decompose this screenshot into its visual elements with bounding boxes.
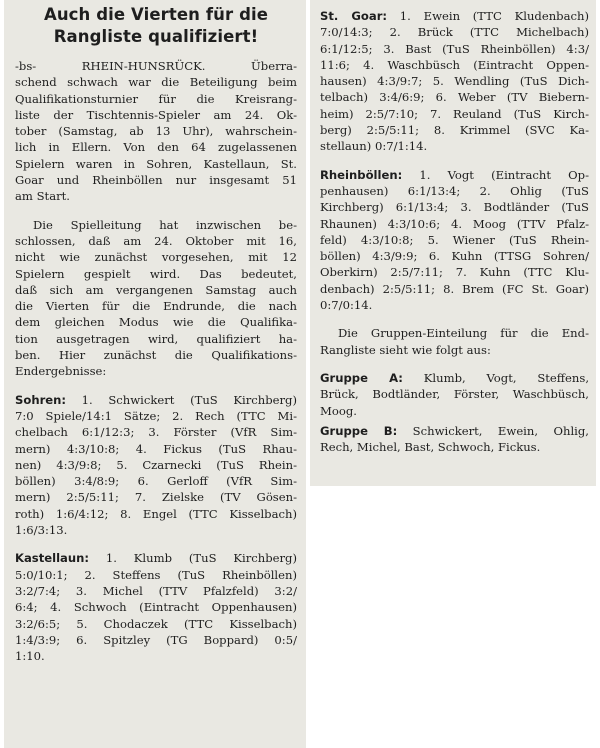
text-line: böllen) 3:4/8:9; 6. Gerloff (VfR Sim-: [15, 474, 297, 489]
text-line: nicht wie zunächst vorgesehen, mit 12: [15, 250, 297, 265]
text-line: [320, 423, 589, 439]
text-line: [15, 392, 297, 408]
text-line: -bs- RHEIN-HUNSRÜCK. Überra-: [15, 59, 297, 73]
text-fragment: 1. Ewein (TTC Kludenbach): [387, 9, 589, 23]
text-line: roth) 1:6/4:12; 8. Engel (TTC Kisselbach): [15, 506, 297, 521]
headline-line-2: Rangliste qualifiziert!: [53, 27, 259, 46]
text-line: dem gleichen Modus wie die Qualifika-: [15, 315, 297, 330]
intro-paragraph: [15, 58, 297, 205]
text-line: Rhaunen) 4:3/10:6; 4. Moog (TTV Pfalz-: [320, 216, 589, 231]
text-line: 7:0 Spiele/14:1 Sätze; 2. Rech (TTC Mi-: [15, 408, 297, 423]
text-line: 6:1/12:5; 3. Bast (TuS Rheinböllen) 4:3/: [320, 41, 589, 56]
text-line: Oberkirn) 2:5/7:11; 7. Kuhn (TTC Klu-: [320, 265, 589, 280]
text-line: 3:2/7:4; 3. Michel (TTV Pfalzfeld) 3:2/: [15, 583, 297, 598]
text-line: berg) 2:5/5:11; 8. Krimmel (SVC Ka-: [320, 123, 589, 138]
results-stgoar: [320, 8, 589, 155]
text-line: nen) 4:3/9:8; 5. Czarnecki (TuS Rhein-: [15, 457, 297, 472]
text-line: penhausen) 6:1/13:4; 2. Ohlig (TuS: [320, 183, 589, 198]
group-a-paragraph: [320, 370, 589, 419]
text-fragment: 1. Vogt (Eintracht Op-: [402, 167, 589, 182]
text-fragment: 1. Schwickert (TuS Kirchberg): [66, 392, 297, 407]
group-b-paragraph: [320, 423, 589, 456]
text-line: stellaun) 0:7/1:14.: [320, 139, 428, 154]
text-line: 5:0/10:1; 2. Steffens (TuS Rheinböllen): [15, 567, 297, 582]
text-line: Die Gruppen-Einteilung für die End-: [338, 326, 589, 341]
results-kastellaun: [15, 550, 297, 664]
text-line: [320, 8, 589, 24]
text-line: 7:0/14:3; 2. Brück (TTC Michelbach): [320, 25, 589, 40]
results-rheinboellen: [320, 167, 589, 314]
text-line: 0:7/0:14.: [320, 298, 373, 313]
text-line: lich in Ellern. Von den 64 zugelassenen: [15, 140, 297, 155]
text-line: Moog.: [320, 403, 357, 418]
text-line: denbach) 2:5/5:11; 8. Brem (FC St. Goar): [320, 281, 589, 296]
article-right-column: [310, 0, 596, 486]
text-line: 6:4; 4. Schwoch (Eintracht Oppenhausen): [15, 600, 297, 615]
text-fragment: Klumb, Vogt, Steffens,: [402, 370, 589, 385]
text-line: am Start.: [15, 189, 70, 204]
text-line: schend schwach war die Beteiligung beim: [15, 75, 297, 90]
text-line: daß sich am vergangenen Samstag auch: [15, 282, 297, 297]
text-line: tober (Samstag, ab 13 Uhr), wahrschein-: [15, 124, 297, 139]
text-line: hausen) 4:3/9:7; 5. Wendling (TuS Dich-: [320, 74, 589, 89]
text-line: mern) 2:5/5:11; 7. Zielske (TV Gösen-: [15, 490, 297, 505]
text-line: feld) 4:3/10:8; 5. Wiener (TuS Rhein-: [320, 232, 589, 247]
text-line: chelbach 6:1/12:3; 3. Förster (VfR Sim-: [15, 425, 297, 440]
text-line: 11:6; 4. Waschbüsch (Eintracht Oppen-: [320, 57, 589, 72]
text-line: Rech, Michel, Bast, Schwoch, Fickus.: [320, 440, 541, 455]
text-line: Spielern waren in Sohren, Kastellaun, St.: [15, 156, 297, 171]
text-line: Spielern gespielt wird. Das bedeutet,: [15, 266, 297, 281]
text-fragment: 1. Klumb (TuS Kirchberg): [89, 551, 297, 566]
rules-paragraph: [15, 217, 297, 380]
text-fragment: Schwickert, Ewein, Ohlig,: [397, 423, 589, 438]
text-line: ben. Hier zunächst die Qualifikations-: [15, 348, 297, 363]
text-line: tion ausgetragen wird, qualifiziert ha-: [15, 331, 297, 346]
group-label-b: Gruppe B:: [320, 423, 398, 438]
group-label-stgoar: St. Goar:: [320, 9, 388, 23]
text-line: Rangliste sieht wie folgt aus:: [320, 342, 491, 357]
text-line: mern) 4:3/10:8; 4. Fickus (TuS Rhau-: [15, 441, 297, 456]
text-line: Endergebnisse:: [15, 364, 107, 379]
article-headline: [15, 4, 297, 48]
group-label-kastellaun: Kastellaun:: [15, 551, 90, 566]
group-label-a: Gruppe A:: [320, 370, 403, 385]
text-line: [320, 167, 589, 183]
text-line: Brück, Bodtländer, Förster, Waschbüsch,: [320, 387, 589, 402]
text-line: Qualifikationsturnier für die Kreisrang-: [15, 91, 297, 106]
text-line: die Vierten für die Endrunde, die nach: [15, 299, 297, 314]
text-line: [15, 550, 297, 566]
text-line: schlossen, daß am 24. Oktober mit 16,: [15, 233, 297, 248]
text-line: 1:10.: [15, 649, 45, 664]
text-line: heim) 2:5/7:10; 7. Reuland (TuS Kirch-: [320, 106, 589, 121]
article-left-column: [4, 0, 306, 748]
text-line: liste der Tischtennis-Spieler am 24. Ok-: [15, 107, 297, 122]
text-line: Goar und Rheinböllen nur insgesamt 51: [15, 173, 297, 188]
group-label-rheinboellen: Rheinböllen:: [320, 167, 403, 182]
text-line: Kirchberg) 6:1/13:4; 3. Bodtländer (TuS: [320, 200, 589, 215]
text-line: 3:2/6:5; 5. Chodaczek (TTC Kisselbach): [15, 616, 297, 631]
groups-intro-paragraph: [320, 325, 589, 358]
headline-line-1: Auch die Vierten für die: [43, 5, 269, 24]
text-line: 1:4/3:9; 6. Spitzley (TG Boppard) 0:5/: [15, 632, 297, 647]
text-line: telbach) 3:4/6:9; 6. Weber (TV Biebern-: [320, 90, 589, 105]
group-label-sohren: Sohren:: [15, 392, 67, 407]
text-line: 1:6/3:13.: [15, 523, 68, 538]
text-line: [320, 370, 589, 386]
results-sohren: [15, 392, 297, 539]
text-line: böllen) 4:3/9:9; 6. Kuhn (TTSG Sohren/: [320, 249, 589, 264]
text-line: Die Spielleitung hat inzwischen be-: [33, 217, 297, 232]
